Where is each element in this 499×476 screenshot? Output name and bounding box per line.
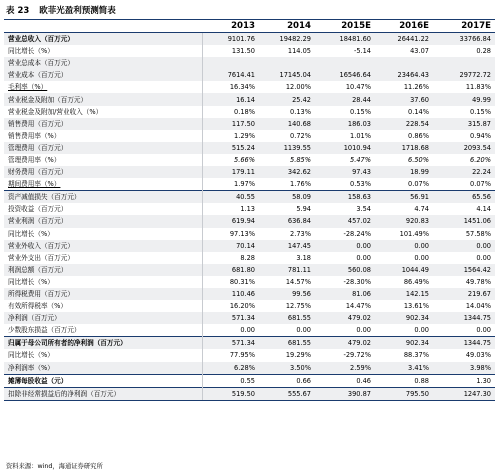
- value-cell: 49.03%: [465, 351, 491, 360]
- value-cell: 555.67: [259, 387, 315, 400]
- table-row: [4, 118, 495, 130]
- header-label-cell: [4, 20, 202, 33]
- value-cell: 1.76%: [290, 180, 311, 189]
- value-cell: 13.61%: [403, 302, 429, 311]
- value-cell: 1139.55: [259, 142, 315, 154]
- table-row: [4, 57, 495, 69]
- value-cell: 1.97%: [202, 178, 259, 191]
- table-row: [4, 288, 495, 300]
- value-cell: 186.03: [315, 118, 375, 130]
- value-cell: 117.50: [202, 118, 259, 130]
- value-cell: -29.72%: [343, 351, 371, 360]
- value-cell: 2.59%: [315, 362, 375, 375]
- row-label-text: 净利润（百万元）: [8, 314, 61, 323]
- value-cell: 1451.06: [433, 215, 495, 227]
- row-label-text: 营业外收入（百万元）: [8, 241, 74, 250]
- value-cell: 17145.04: [259, 69, 315, 81]
- value-cell: 902.34: [375, 337, 433, 350]
- row-label-text: 管理费用率（%）: [8, 155, 61, 164]
- value-cell: 16.34%: [202, 81, 259, 93]
- value-cell: 81.06: [315, 288, 375, 300]
- value-cell: 110.46: [202, 288, 259, 300]
- row-label: [4, 337, 202, 350]
- value-cell: 16.20%: [202, 300, 259, 312]
- row-label-text: 毛利率（%）: [8, 83, 48, 92]
- column-header: 2014: [259, 20, 315, 33]
- value-cell: 8.28: [202, 252, 259, 264]
- value-cell: 14.57%: [285, 277, 311, 286]
- value-cell: 0.00: [296, 326, 311, 335]
- row-label-text: 营业成本（百万元）: [8, 71, 68, 80]
- table-number: 表 23: [6, 6, 30, 16]
- value-cell: 57.58%: [465, 229, 491, 238]
- table-row: [4, 312, 495, 324]
- value-cell: 0.00: [356, 253, 371, 262]
- value-cell: 18.99: [375, 166, 433, 178]
- row-label: [4, 69, 202, 81]
- row-label-text: 财务费用（百万元）: [8, 168, 68, 177]
- value-cell: 0.00: [476, 253, 491, 262]
- value-cell: 0.00: [414, 326, 429, 335]
- value-cell: [433, 57, 495, 69]
- column-header: 2017E: [433, 20, 495, 33]
- value-cell: 0.00: [356, 326, 371, 335]
- row-label-text: 销售费用（百万元）: [8, 119, 68, 128]
- value-cell: 97.13%: [202, 228, 259, 240]
- value-cell: 681.80: [202, 264, 259, 276]
- value-cell: 0.66: [259, 374, 315, 387]
- value-cell: 28.44: [315, 93, 375, 105]
- value-cell: 228.54: [375, 118, 433, 130]
- table-body: [4, 33, 495, 401]
- row-label: [4, 312, 202, 324]
- value-cell: 49.78%: [465, 277, 491, 286]
- value-cell: 1.13: [202, 203, 259, 215]
- value-cell: 0.18%: [202, 106, 259, 118]
- value-cell: 16546.64: [315, 69, 375, 81]
- column-header: 2013: [202, 20, 259, 33]
- row-label: [4, 33, 202, 46]
- value-cell: 5.94: [296, 205, 311, 214]
- value-cell: 5.47%: [350, 155, 371, 164]
- row-label: [4, 288, 202, 300]
- value-cell: 33766.84: [433, 33, 495, 46]
- row-label-text: 资产减值损失（百万元）: [8, 193, 81, 202]
- value-cell: 131.50: [202, 45, 259, 57]
- column-header: 2015E: [315, 20, 375, 33]
- table-row: [4, 191, 495, 204]
- row-label-text: 归属于母公司所有者的净利润（百万元）: [8, 339, 127, 348]
- row-label-text: 同比增长（%）: [8, 277, 54, 286]
- value-cell: 3.98%: [433, 362, 495, 375]
- value-cell: 29772.72: [433, 69, 495, 81]
- row-label: [4, 324, 202, 337]
- row-label: [4, 154, 202, 166]
- table-row: [4, 228, 495, 240]
- row-label-text: 管理费用（百万元）: [8, 143, 68, 152]
- value-cell: 571.34: [202, 312, 259, 324]
- value-cell: 0.00: [476, 326, 491, 335]
- value-cell: 479.02: [315, 337, 375, 350]
- value-cell: 0.72%: [290, 131, 311, 140]
- value-cell: 5.66%: [202, 154, 259, 166]
- table-row: [4, 362, 495, 375]
- value-cell: 0.07%: [470, 180, 491, 189]
- value-cell: 86.49%: [403, 277, 429, 286]
- table-row: [4, 142, 495, 154]
- value-cell: [315, 57, 375, 69]
- value-cell: 0.86%: [408, 131, 429, 140]
- value-cell: 18481.60: [315, 33, 375, 46]
- value-cell: 14.04%: [465, 302, 491, 311]
- value-cell: 681.55: [259, 337, 315, 350]
- profit-forecast-table: [4, 20, 495, 401]
- row-label: [4, 45, 202, 57]
- value-cell: 6.28%: [202, 362, 259, 375]
- table-row: [4, 130, 495, 142]
- header-row: [4, 20, 495, 33]
- row-label: [4, 349, 202, 361]
- value-cell: -28.24%: [343, 229, 371, 238]
- table-row: [4, 178, 495, 191]
- table-row: [4, 300, 495, 312]
- table-row: [4, 106, 495, 118]
- value-cell: 619.94: [202, 215, 259, 227]
- value-cell: 7614.41: [202, 69, 259, 81]
- row-label-text: 营业税金及附加/营业收入（%）: [8, 107, 103, 116]
- row-label: [4, 240, 202, 252]
- table-row: [4, 45, 495, 57]
- value-cell: 571.34: [202, 337, 259, 350]
- table-title-text: 欧菲光盈利预测简表: [39, 6, 116, 16]
- row-label: [4, 118, 202, 130]
- column-header: 2016E: [375, 20, 433, 33]
- table-row: [4, 166, 495, 178]
- row-label: [4, 142, 202, 154]
- value-cell: 0.00: [414, 253, 429, 262]
- table-row: [4, 374, 495, 387]
- value-cell: 1718.68: [375, 142, 433, 154]
- value-cell: 0.28: [476, 47, 491, 56]
- value-cell: 158.63: [315, 191, 375, 204]
- row-label: [4, 362, 202, 375]
- value-cell: 315.87: [433, 118, 495, 130]
- value-cell: 101.49%: [399, 229, 429, 238]
- row-label: [4, 106, 202, 118]
- table-row: [4, 33, 495, 46]
- row-label-text: 营业总收入（百万元）: [8, 35, 74, 44]
- value-cell: 0.46: [315, 374, 375, 387]
- value-cell: 23464.43: [375, 69, 433, 81]
- row-label-text: 期间费用率（%）: [8, 180, 61, 189]
- table-row: [4, 203, 495, 215]
- row-label-text: 同比增长（%）: [8, 229, 54, 238]
- value-cell: 9101.76: [202, 33, 259, 46]
- value-cell: 179.11: [202, 166, 259, 178]
- value-cell: -5.14: [353, 47, 371, 56]
- value-cell: 560.08: [315, 264, 375, 276]
- row-label: [4, 191, 202, 204]
- table-row: [4, 349, 495, 361]
- value-cell: [259, 57, 315, 69]
- value-cell: 636.84: [259, 215, 315, 227]
- value-cell: 142.15: [375, 288, 433, 300]
- row-label: [4, 178, 202, 191]
- value-cell: 12.00%: [285, 83, 311, 92]
- row-label: [4, 93, 202, 105]
- value-cell: 22.24: [433, 166, 495, 178]
- row-label: [4, 203, 202, 215]
- value-cell: 4.14: [476, 205, 491, 214]
- table-row: [4, 276, 495, 288]
- value-cell: 1344.75: [433, 337, 495, 350]
- value-cell: 519.50: [202, 387, 259, 400]
- row-label-text: 有效所得税率（%）: [8, 302, 68, 311]
- row-label: [4, 264, 202, 276]
- value-cell: 77.95%: [202, 349, 259, 361]
- table-row: [4, 215, 495, 227]
- row-label-text: 净利润率（%）: [8, 363, 54, 372]
- value-cell: 1.29%: [202, 130, 259, 142]
- value-cell: 11.26%: [403, 83, 429, 92]
- row-label: [4, 300, 202, 312]
- value-cell: 0.13%: [290, 107, 311, 116]
- value-cell: 5.85%: [290, 155, 311, 164]
- value-cell: 479.02: [315, 312, 375, 324]
- value-cell: 0.00: [375, 240, 433, 252]
- value-cell: 681.55: [259, 312, 315, 324]
- value-cell: 0.14%: [408, 107, 429, 116]
- table-row: [4, 69, 495, 81]
- row-label: [4, 228, 202, 240]
- value-cell: 19482.29: [259, 33, 315, 46]
- value-cell: 0.00: [315, 240, 375, 252]
- value-cell: 97.43: [315, 166, 375, 178]
- table-title: [6, 4, 116, 16]
- row-label-text: 扣除非经常损益后的净利润（百万元）: [8, 389, 121, 398]
- row-label: [4, 166, 202, 178]
- row-label-text: 利润总额（百万元）: [8, 265, 68, 274]
- value-cell: 1044.49: [375, 264, 433, 276]
- row-label: [4, 252, 202, 264]
- row-label-text: 摊薄每股收益（元）: [8, 376, 68, 385]
- value-cell: 3.54: [356, 205, 371, 214]
- value-cell: 4.74: [414, 205, 429, 214]
- value-cell: 26441.22: [375, 33, 433, 46]
- value-cell: -28.30%: [343, 277, 371, 286]
- value-cell: 0.53%: [350, 180, 371, 189]
- value-cell: 70.14: [202, 240, 259, 252]
- value-cell: 0.15%: [350, 107, 371, 116]
- value-cell: 58.09: [259, 191, 315, 204]
- value-cell: 40.55: [202, 191, 259, 204]
- value-cell: 37.60: [375, 93, 433, 105]
- table-row: [4, 93, 495, 105]
- value-cell: 3.50%: [259, 362, 315, 375]
- row-label-text: 少数股东损益（百万元）: [8, 326, 81, 335]
- value-cell: 1344.75: [433, 312, 495, 324]
- table-row: [4, 324, 495, 337]
- value-cell: 515.24: [202, 142, 259, 154]
- row-label-text: 同比增长（%）: [8, 47, 54, 56]
- value-cell: 10.47%: [345, 83, 371, 92]
- row-label: [4, 215, 202, 227]
- value-cell: 25.42: [259, 93, 315, 105]
- value-cell: 781.11: [259, 264, 315, 276]
- value-cell: 3.18: [296, 253, 311, 262]
- value-cell: 56.91: [375, 191, 433, 204]
- value-cell: 1.01%: [350, 131, 371, 140]
- value-cell: 1247.30: [433, 387, 495, 400]
- row-label: [4, 81, 202, 93]
- value-cell: 14.47%: [345, 302, 371, 311]
- value-cell: 88.37%: [403, 351, 429, 360]
- value-cell: 0.00: [433, 240, 495, 252]
- value-cell: 342.62: [259, 166, 315, 178]
- row-label-text: 投资收益（百万元）: [8, 205, 68, 214]
- value-cell: 49.99: [433, 93, 495, 105]
- value-cell: 2.73%: [290, 229, 311, 238]
- value-cell: 80.31%: [202, 276, 259, 288]
- value-cell: 6.50%: [408, 155, 429, 164]
- value-cell: 0.88: [375, 374, 433, 387]
- table-row: [4, 387, 495, 400]
- row-label-text: 营业税金及附加（百万元）: [8, 95, 88, 104]
- value-cell: 3.41%: [375, 362, 433, 375]
- row-label-text: 所得税费用（百万元）: [8, 290, 74, 299]
- row-label: [4, 276, 202, 288]
- row-label: [4, 57, 202, 69]
- value-cell: 902.34: [375, 312, 433, 324]
- value-cell: 0.07%: [408, 180, 429, 189]
- value-cell: 99.56: [259, 288, 315, 300]
- table-row: [4, 240, 495, 252]
- value-cell: [375, 57, 433, 69]
- value-cell: 0.55: [202, 374, 259, 387]
- row-label: [4, 374, 202, 387]
- value-cell: 2093.54: [433, 142, 495, 154]
- value-cell: 219.67: [433, 288, 495, 300]
- value-cell: 43.07: [410, 47, 429, 56]
- value-cell: [202, 57, 259, 69]
- table-row: [4, 81, 495, 93]
- row-label: [4, 387, 202, 400]
- value-cell: 0.15%: [470, 107, 491, 116]
- value-cell: 6.20%: [470, 155, 491, 164]
- value-cell: 0.00: [202, 324, 259, 337]
- value-cell: 147.45: [259, 240, 315, 252]
- row-label-text: 营业总成本（百万元）: [8, 59, 74, 68]
- value-cell: 16.14: [202, 93, 259, 105]
- value-cell: 11.83%: [465, 83, 491, 92]
- row-label-text: 销售费用率（%）: [8, 131, 61, 140]
- value-cell: 65.56: [433, 191, 495, 204]
- row-label: [4, 130, 202, 142]
- row-label-text: 营业外支出（百万元）: [8, 253, 74, 262]
- value-cell: 0.94%: [470, 131, 491, 140]
- row-label-text: 营业利润（百万元）: [8, 217, 68, 226]
- value-cell: 920.83: [375, 215, 433, 227]
- value-cell: 19.29%: [285, 351, 311, 360]
- value-cell: 1010.94: [315, 142, 375, 154]
- table-row: [4, 264, 495, 276]
- table-row: [4, 252, 495, 264]
- value-cell: 795.50: [375, 387, 433, 400]
- value-cell: 1564.42: [433, 264, 495, 276]
- row-label-text: 同比增长（%）: [8, 351, 54, 360]
- value-cell: 114.05: [287, 47, 311, 56]
- value-cell: 140.68: [259, 118, 315, 130]
- value-cell: 1.30: [433, 374, 495, 387]
- table-row: [4, 154, 495, 166]
- table-row: [4, 337, 495, 350]
- value-cell: 12.75%: [285, 302, 311, 311]
- source-note: 资料来源：wind，海通证券研究所: [6, 463, 103, 470]
- value-cell: 457.02: [315, 215, 375, 227]
- value-cell: 390.87: [315, 387, 375, 400]
